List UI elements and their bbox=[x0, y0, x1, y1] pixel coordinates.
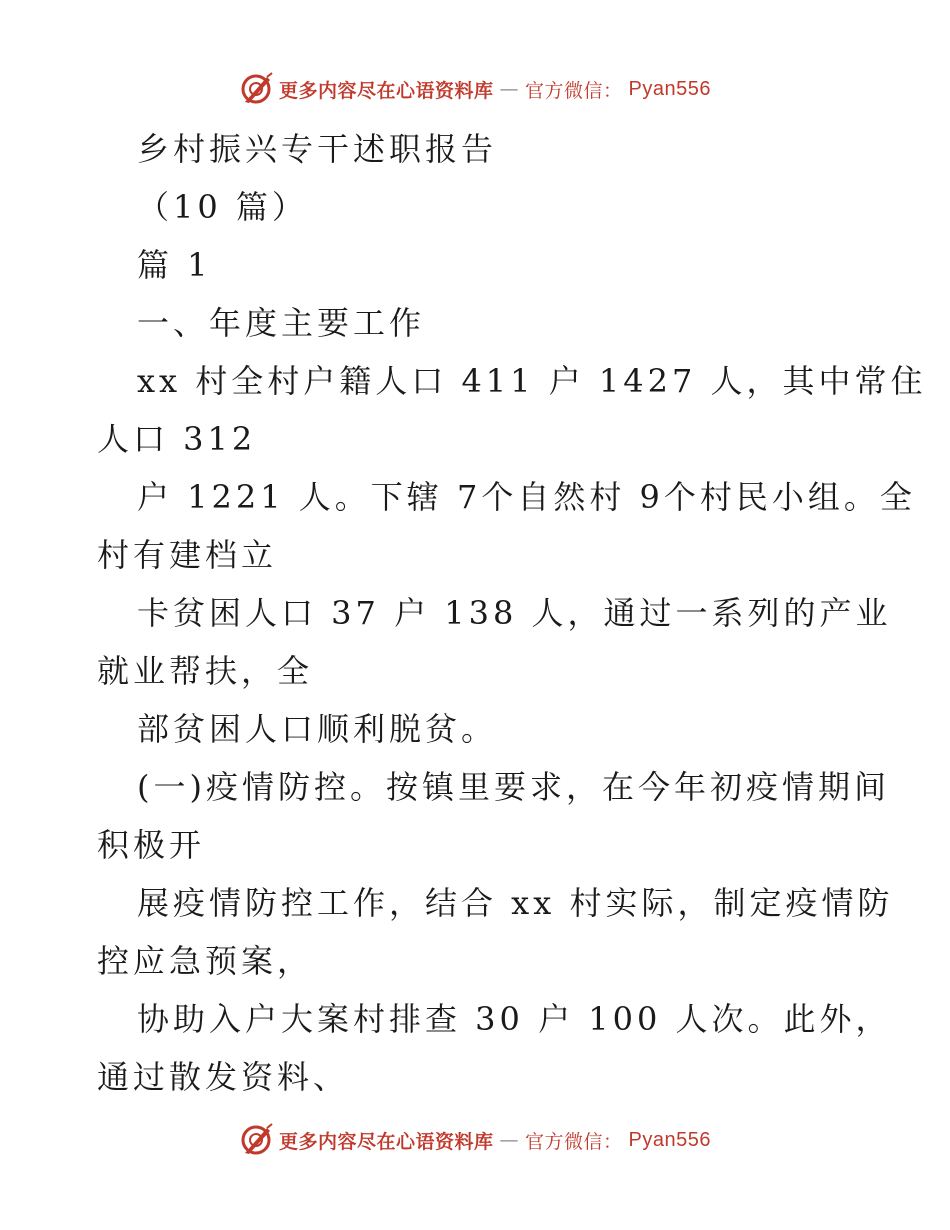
watermark-separator: — bbox=[499, 1129, 520, 1151]
document-line: 控应急预案， bbox=[97, 942, 314, 980]
document-line: (一)疫情防控。按镇里要求，在今年初疫情期间 bbox=[137, 768, 890, 806]
document-line: 展疫情防控工作，结合 xx 村实际，制定疫情防 bbox=[137, 884, 894, 922]
document-line: 一、年度主要工作 bbox=[137, 304, 426, 342]
document-line: 卡贫困人口 37 户 138 人，通过一系列的产业 bbox=[137, 594, 892, 632]
document-line: 部贫困人口顺利脱贫。 bbox=[137, 710, 498, 748]
watermark-separator: — bbox=[499, 78, 520, 100]
watermark-contact-id: Pyan556 bbox=[628, 77, 711, 100]
watermark-contact-label: 官方微信： bbox=[525, 1130, 623, 1153]
document-line: xx 村全村户籍人口 411 户 1427 人，其中常住 bbox=[137, 362, 927, 400]
document-line: 篇 1 bbox=[137, 246, 212, 284]
quill-pen-logo-icon bbox=[239, 1123, 273, 1157]
document-line: 就业帮扶，全 bbox=[97, 652, 314, 690]
header-watermark bbox=[0, 72, 950, 106]
document-line: 通过散发资料、 bbox=[97, 1058, 350, 1096]
watermark-brand: 更多内容尽在心语资料库 bbox=[279, 79, 494, 102]
document-line: 协助入户大案村排查 30 户 100 人次。此外， bbox=[137, 1000, 892, 1038]
document-line: 人口 312 bbox=[97, 420, 257, 458]
watermark-contact-label: 官方微信： bbox=[525, 79, 623, 102]
watermark-brand: 更多内容尽在心语资料库 bbox=[279, 1130, 494, 1153]
document-line: （10 篇） bbox=[137, 188, 308, 226]
document-line: 乡村振兴专干述职报告 bbox=[137, 130, 498, 168]
document-line: 村有建档立 bbox=[97, 536, 278, 574]
document-line: 户 1221 人。下辖 7个自然村 9个村民小组。全 bbox=[137, 478, 916, 516]
footer-watermark bbox=[0, 1123, 950, 1157]
quill-pen-logo-icon bbox=[239, 72, 273, 106]
document-body bbox=[97, 120, 927, 1106]
watermark-contact-id: Pyan556 bbox=[628, 1128, 711, 1151]
document-line: 积极开 bbox=[97, 826, 206, 864]
